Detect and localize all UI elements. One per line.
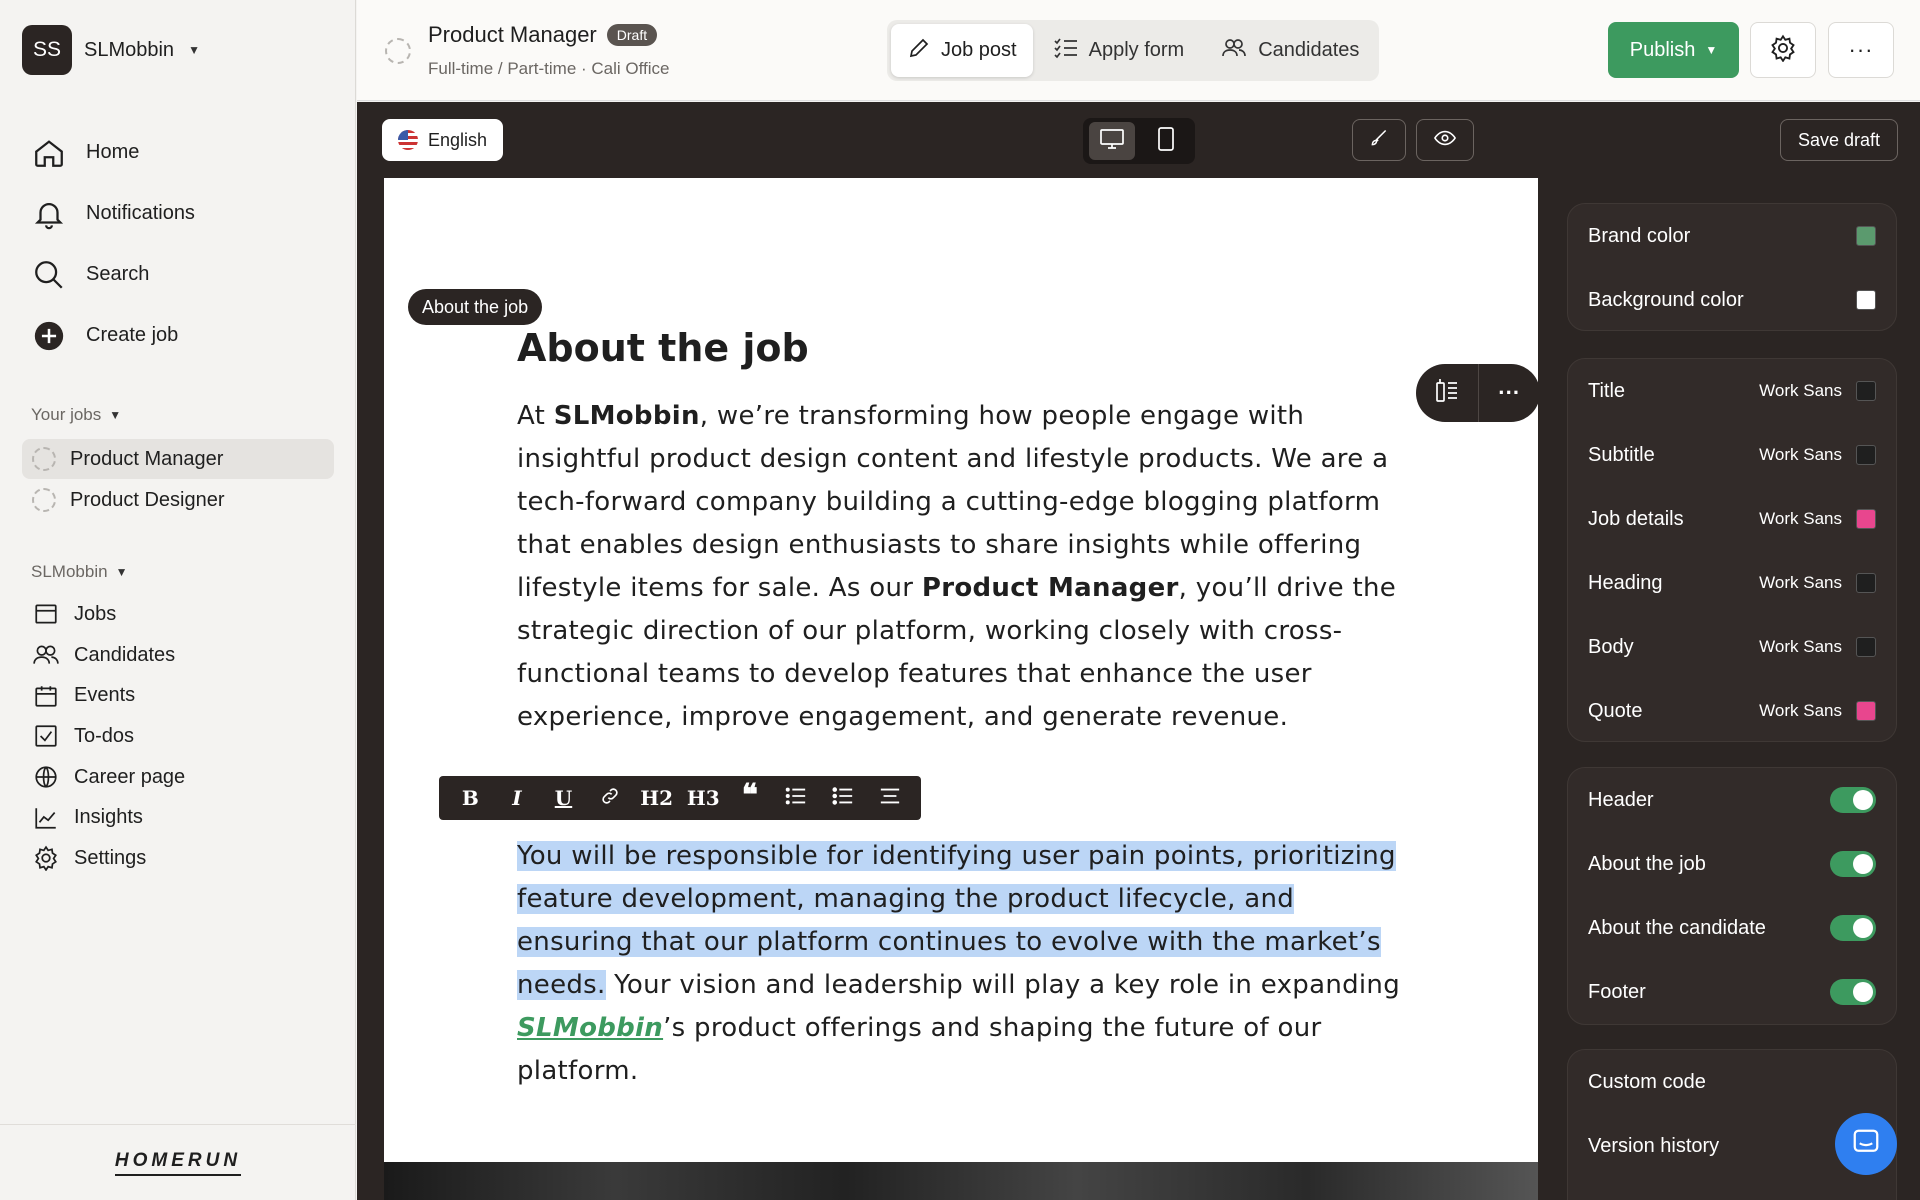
- status-badge: Draft: [607, 24, 657, 46]
- device-switcher: [1083, 118, 1195, 164]
- nav-label: Create job: [86, 324, 179, 346]
- brand-color-swatch[interactable]: [1856, 226, 1876, 246]
- mobile-view-button[interactable]: [1143, 122, 1189, 160]
- org-item-candidates[interactable]: [22, 635, 334, 676]
- section-label-text: SLMobbin: [31, 562, 108, 581]
- org-item-label: Candidates: [74, 643, 176, 666]
- selected-text: You will be responsible for identifying user pain points, prioritizing feature development, managing the product lifecycle, and ensuring that our platform continues to evolve with the market’s needs.: [517, 841, 1396, 1000]
- sidebar-footer: [0, 1124, 356, 1200]
- row-label: Custom code: [1588, 1070, 1706, 1093]
- pencil-icon: [907, 36, 931, 66]
- font-row-quote[interactable]: [1568, 679, 1896, 743]
- row-label: Brand color: [1588, 224, 1691, 247]
- link-icon: [600, 787, 620, 811]
- row-label: About the candidate: [1588, 916, 1766, 939]
- eye-icon: [1434, 130, 1456, 151]
- nav-item-search[interactable]: [22, 244, 334, 305]
- org-nav: [22, 594, 334, 879]
- settings-button[interactable]: [1750, 22, 1816, 78]
- gear-icon: [32, 844, 60, 872]
- row-label: Background color: [1588, 288, 1744, 311]
- block-more-button[interactable]: [1479, 364, 1539, 422]
- your-jobs-heading[interactable]: [31, 405, 121, 425]
- font-name: Work Sans: [1759, 701, 1842, 720]
- job-item-label: Product Manager: [70, 447, 224, 470]
- nav-item-create-job[interactable]: [22, 305, 334, 366]
- chart-icon: [32, 804, 60, 832]
- background-color-row[interactable]: [1568, 268, 1896, 332]
- your-jobs-list: [22, 439, 334, 521]
- company-link[interactable]: SLMobbin: [517, 1013, 664, 1043]
- bold-role-name: Product Manager: [921, 573, 1179, 603]
- font-name: Work Sans: [1759, 637, 1842, 656]
- plus-circle-icon: [32, 319, 66, 353]
- users-icon: [32, 641, 60, 669]
- org-item-settings[interactable]: [22, 838, 334, 879]
- align-button[interactable]: [872, 786, 908, 811]
- workspace-switcher[interactable]: [22, 24, 200, 76]
- caret-down-icon: ▼: [115, 565, 128, 579]
- gear-icon: [1769, 34, 1797, 67]
- job-item-label: Product Designer: [70, 488, 225, 511]
- draft-status-icon: [32, 447, 56, 471]
- org-heading[interactable]: [31, 562, 127, 582]
- columns-icon: [1434, 377, 1460, 410]
- tab-label: Apply form: [1088, 39, 1185, 61]
- caret-down-icon: ▼: [188, 43, 200, 57]
- block-toolbar: [1416, 364, 1538, 422]
- workspace-avatar: SS: [22, 25, 72, 75]
- bullet-list-icon: [832, 787, 854, 811]
- section-toggle-footer[interactable]: [1568, 960, 1896, 1024]
- section-label-text: Your jobs: [31, 405, 102, 424]
- workspace-name: SLMobbin: [84, 38, 175, 61]
- font-name: Work Sans: [1759, 509, 1842, 528]
- save-draft-button[interactable]: [1780, 119, 1898, 161]
- underline-button[interactable]: U: [554, 786, 573, 810]
- bell-icon: [32, 197, 66, 231]
- ordered-list-button[interactable]: [778, 786, 814, 811]
- font-color-swatch[interactable]: [1856, 637, 1876, 657]
- preview-button[interactable]: [1416, 119, 1474, 161]
- row-label: Body: [1588, 635, 1634, 658]
- typography-settings-panel: [1567, 358, 1897, 742]
- font-color-swatch[interactable]: [1856, 509, 1876, 529]
- calendar-icon: [32, 682, 60, 710]
- text-run: At: [517, 401, 554, 431]
- checklist-icon: [1053, 36, 1079, 66]
- font-color-swatch[interactable]: [1856, 573, 1876, 593]
- row-label: Footer: [1588, 980, 1646, 1003]
- font-row-body[interactable]: [1568, 615, 1896, 679]
- tab-label: Candidates: [1258, 39, 1360, 61]
- quote-button[interactable]: [732, 778, 768, 813]
- header-toggle[interactable]: [1830, 787, 1876, 813]
- caret-down-icon: ▼: [109, 408, 122, 422]
- main-nav: [22, 122, 334, 366]
- job-item-product-manager[interactable]: [22, 439, 334, 479]
- nav-label: Home: [86, 141, 140, 163]
- custom-code-row[interactable]: [1568, 1050, 1896, 1114]
- bold-company-name: SLMobbin: [553, 401, 700, 431]
- font-row-subtitle[interactable]: [1568, 423, 1896, 487]
- font-color-swatch[interactable]: [1856, 701, 1876, 721]
- italic-button[interactable]: I: [512, 786, 522, 810]
- align-center-icon: [879, 787, 901, 811]
- save-draft-label: Save draft: [1797, 129, 1881, 150]
- background-color-swatch[interactable]: [1856, 290, 1876, 310]
- draft-status-icon: [32, 488, 56, 512]
- tab-job-post[interactable]: [891, 24, 1033, 77]
- nav-item-home[interactable]: [22, 122, 334, 183]
- checkbox-icon: [32, 722, 60, 750]
- us-flag-icon: [398, 130, 418, 150]
- language-selector[interactable]: [382, 119, 503, 161]
- row-label: Job details: [1588, 507, 1684, 530]
- text-run: , you’ll drive the strategic direction of our platform, working closely with cross-functional teams to develop features that enhance the user experience, improve engagement, and generate revenue.: [517, 573, 1397, 732]
- footer-toggle[interactable]: [1830, 979, 1876, 1005]
- globe-icon: [32, 763, 60, 791]
- text-run: Your vision and leadership will play a key role in expanding: [605, 970, 1401, 1000]
- color-settings-panel: [1567, 203, 1897, 331]
- sections-settings-panel: [1567, 767, 1897, 1025]
- briefcase-icon: [32, 600, 60, 628]
- org-item-label: To-dos: [74, 724, 135, 747]
- caret-down-icon: ▼: [1705, 43, 1718, 57]
- section-heading[interactable]: About the job: [517, 326, 809, 370]
- draft-status-icon: [385, 38, 411, 64]
- about-paragraph-2[interactable]: [517, 835, 1407, 1093]
- text-run: , we’re transforming how people engage with insightful product design content and lifestyle products. We are a tech-forward company building a cutting-edge blogging platform that enables design enthusiasts to share insights while offering lifestyle items for sale. As our: [517, 401, 1389, 603]
- org-item-jobs[interactable]: [22, 594, 334, 635]
- more-horizontal-icon: ···: [1848, 37, 1874, 62]
- publish-label: Publish: [1629, 38, 1696, 61]
- publish-button[interactable]: [1608, 22, 1739, 78]
- org-item-label: Insights: [74, 806, 143, 829]
- home-icon: [32, 136, 66, 170]
- tab-candidates[interactable]: [1204, 24, 1375, 77]
- text-run: ’s product offerings and shaping the future of our platform.: [517, 1013, 1322, 1086]
- about-job-toggle[interactable]: [1830, 851, 1876, 877]
- org-item-events[interactable]: [22, 675, 334, 716]
- homerun-logo: HOMERUN: [115, 1150, 241, 1176]
- font-name: Work Sans: [1759, 381, 1842, 400]
- more-options-button[interactable]: [1828, 22, 1894, 78]
- heading-2-button[interactable]: H2: [640, 786, 674, 810]
- bullet-list-button[interactable]: [825, 786, 861, 811]
- section-toggle-about-candidate[interactable]: [1568, 896, 1896, 960]
- font-name: Work Sans: [1759, 573, 1842, 592]
- job-post-canvas[interactable]: [384, 178, 1538, 1200]
- office-photo: [384, 1162, 1538, 1200]
- heading-3-button[interactable]: H3: [686, 786, 720, 810]
- language-label: English: [428, 129, 488, 150]
- editor-area: [357, 102, 1920, 1200]
- row-label: About the job: [1588, 852, 1706, 875]
- about-paragraph-1[interactable]: [517, 395, 1407, 739]
- nav-item-notifications[interactable]: [22, 183, 334, 244]
- org-item-label: Jobs: [74, 602, 117, 625]
- job-title-row: [428, 22, 657, 48]
- row-label: Header: [1588, 788, 1654, 811]
- section-toggle-about-job[interactable]: [1568, 832, 1896, 896]
- row-label: Version history: [1588, 1134, 1720, 1157]
- org-item-label: Events: [74, 684, 136, 707]
- row-label: Heading: [1588, 571, 1663, 594]
- nav-label: Search: [86, 263, 150, 285]
- search-icon: [32, 258, 66, 292]
- block-layout-button[interactable]: [1416, 364, 1479, 422]
- job-subtitle: Full-time / Part-time · Cali Office: [428, 59, 670, 78]
- font-row-heading[interactable]: [1568, 551, 1896, 615]
- link-button[interactable]: [592, 786, 628, 811]
- ordered-list-icon: [785, 787, 807, 811]
- row-label: Quote: [1588, 699, 1643, 722]
- font-color-swatch[interactable]: [1856, 445, 1876, 465]
- job-item-product-designer[interactable]: [22, 480, 334, 520]
- row-label: Title: [1588, 379, 1626, 402]
- desktop-icon: [1099, 127, 1125, 156]
- desktop-view-button[interactable]: [1089, 122, 1135, 160]
- row-label: Subtitle: [1588, 443, 1655, 466]
- chat-icon: [1851, 1127, 1881, 1162]
- view-tabs: [887, 20, 1379, 81]
- font-color-swatch[interactable]: [1856, 381, 1876, 401]
- org-item-label: Career page: [74, 765, 186, 788]
- tab-apply-form[interactable]: [1037, 24, 1201, 77]
- quote-icon: ❝: [741, 778, 758, 813]
- org-item-label: Settings: [74, 846, 147, 869]
- bold-button[interactable]: B: [461, 786, 479, 810]
- text-format-toolbar: [439, 776, 921, 820]
- tab-label: Job post: [941, 39, 1017, 61]
- users-icon: [1220, 36, 1248, 66]
- brand-color-row[interactable]: [1568, 204, 1896, 268]
- org-item-career-page[interactable]: [22, 757, 334, 798]
- job-title: Product Manager: [428, 22, 597, 47]
- mobile-icon: [1157, 126, 1175, 157]
- sidebar: [0, 0, 356, 1200]
- font-row-title[interactable]: [1568, 359, 1896, 423]
- top-bar: [357, 0, 1920, 101]
- brush-icon: [1369, 128, 1389, 153]
- chat-support-button[interactable]: [1835, 1113, 1897, 1175]
- org-item-insights[interactable]: [22, 797, 334, 838]
- font-name: Work Sans: [1759, 445, 1842, 464]
- org-item-todos[interactable]: [22, 716, 334, 757]
- brush-button[interactable]: [1352, 119, 1406, 161]
- section-toggle-header[interactable]: [1568, 768, 1896, 832]
- nav-label: Notifications: [86, 202, 195, 224]
- about-candidate-toggle[interactable]: [1830, 915, 1876, 941]
- more-horizontal-icon: ···: [1498, 380, 1521, 405]
- section-tag: About the job: [408, 289, 542, 325]
- font-row-job-details[interactable]: [1568, 487, 1896, 551]
